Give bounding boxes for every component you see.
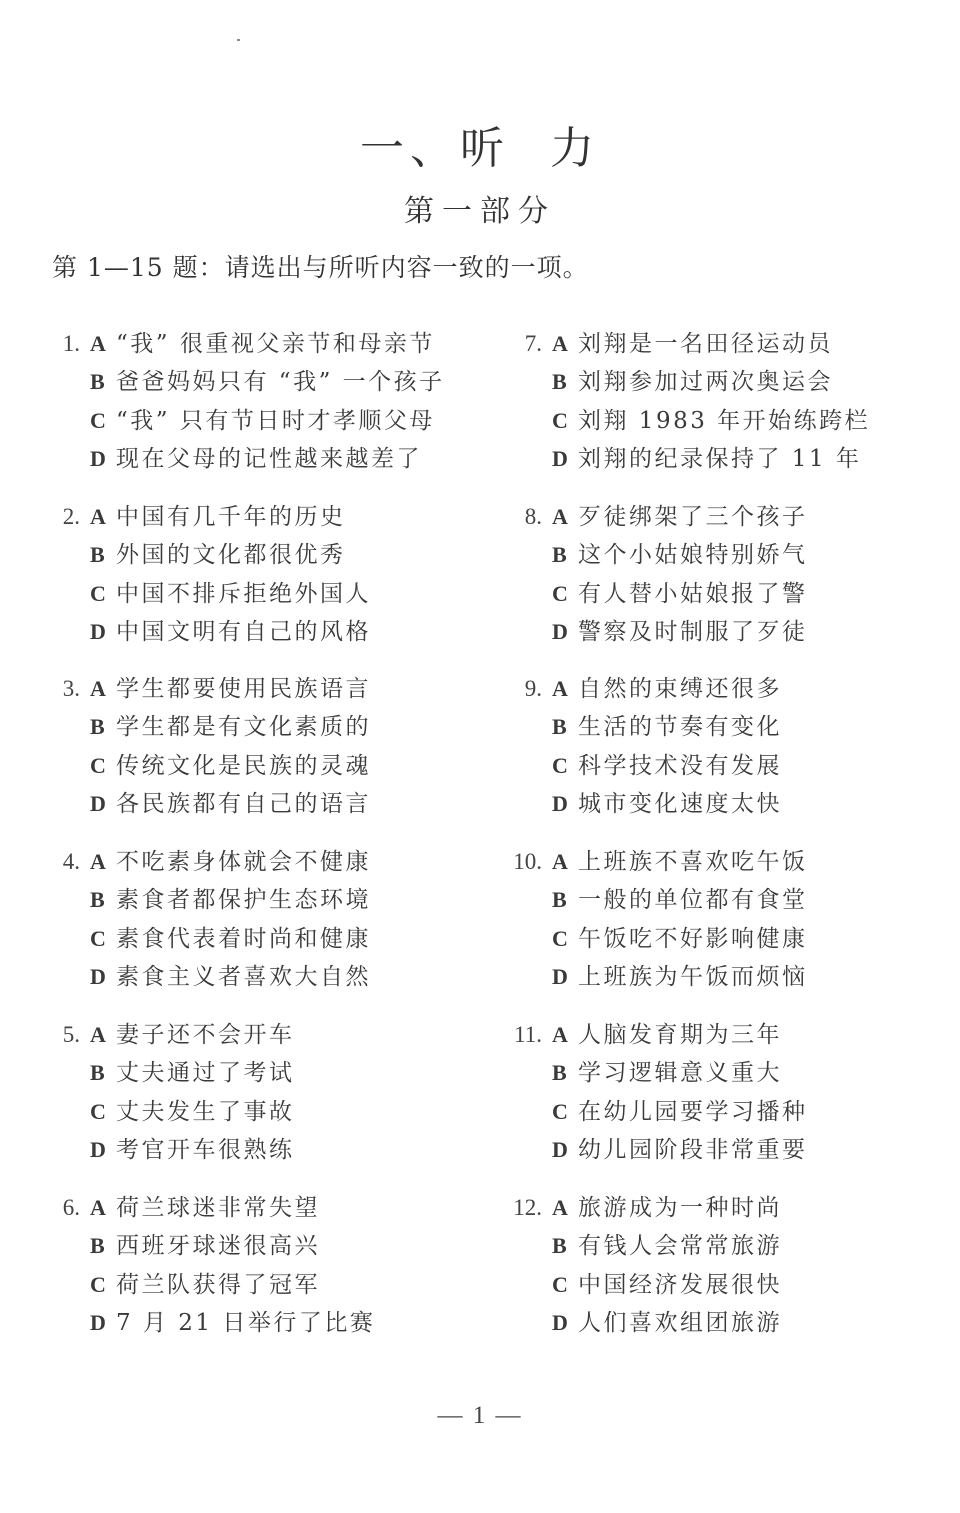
option-letter: D (552, 791, 568, 817)
option-row (502, 1189, 932, 1227)
option-letter: B (552, 1060, 567, 1086)
option-letter: D (552, 1137, 568, 1163)
option-text: 学生都要使用民族语言 (116, 676, 371, 702)
page-number: — 1 — (437, 1402, 523, 1429)
option-text: 人们喜欢组团旅游 (578, 1310, 782, 1337)
option-text: 不吃素身体就会不健康 (116, 849, 371, 875)
option-row (502, 325, 932, 363)
option-row (502, 1304, 932, 1342)
option-text: “我” 很重视父亲节和母亲节 (116, 331, 435, 357)
question-8 (502, 498, 932, 652)
question-number: 10. (513, 849, 542, 874)
option-text: 考官开车很熟练 (116, 1137, 295, 1164)
question-1 (52, 325, 482, 479)
option-letter: B (90, 887, 105, 913)
option-text: 歹徒绑架了三个孩子 (578, 504, 808, 530)
option-row (502, 575, 932, 613)
option-row (502, 670, 932, 708)
option-row (52, 785, 482, 823)
option-letter: C (90, 580, 106, 606)
option-text: 在幼儿园要学习播种 (578, 1098, 808, 1125)
option-letter: A (552, 1195, 568, 1220)
option-letter: C (90, 1098, 106, 1124)
option-text: 刘翔参加过两次奥运会 (578, 369, 833, 396)
option-text: 一般的单位都有食堂 (578, 887, 808, 914)
option-letter: D (552, 964, 568, 990)
option-letter: D (552, 619, 568, 645)
option-text: 警察及时制服了歹徒 (578, 619, 808, 646)
option-row (52, 881, 482, 919)
option-text: 有钱人会常常旅游 (578, 1233, 782, 1260)
option-row (502, 440, 932, 478)
option-letter: B (90, 1233, 105, 1259)
question-12 (502, 1189, 932, 1343)
option-letter: D (90, 1310, 106, 1336)
option-letter: A (90, 331, 106, 356)
question-number: 3. (62, 676, 80, 701)
option-row (52, 1189, 482, 1227)
option-row (502, 536, 932, 574)
question-number: 8. (524, 504, 542, 529)
question-number: 4. (62, 849, 80, 874)
option-text: 旅游成为一种时尚 (578, 1195, 782, 1221)
section-title-text-2: 力 (550, 123, 600, 174)
option-row (502, 1266, 932, 1304)
option-row (502, 843, 932, 881)
question-2 (52, 498, 482, 652)
option-row (502, 1131, 932, 1169)
option-letter: B (552, 369, 567, 395)
option-letter: B (90, 714, 105, 740)
option-letter: C (552, 580, 568, 606)
option-letter: D (552, 446, 568, 472)
question-number: 6. (62, 1195, 80, 1220)
option-text: 7 月 21 日举行了比赛 (116, 1310, 376, 1337)
option-letter: A (90, 1022, 106, 1047)
option-row (502, 402, 932, 440)
option-row (502, 1093, 932, 1131)
part-title: 第一部分 (404, 194, 556, 229)
option-letter: B (552, 1233, 567, 1259)
question-9 (502, 670, 932, 824)
option-text: “我” 只有节日时才孝顺父母 (116, 407, 435, 434)
option-text: 外国的文化都很优秀 (116, 542, 346, 569)
option-row (52, 402, 482, 440)
option-text: 科学技术没有发展 (578, 752, 782, 779)
option-row (502, 1054, 932, 1092)
option-letter: C (552, 1271, 568, 1297)
option-letter: C (552, 407, 568, 433)
option-text: 城市变化速度太快 (578, 791, 782, 818)
option-letter: A (90, 504, 106, 529)
option-letter: A (552, 1022, 568, 1047)
option-text: 中国文明有自己的风格 (116, 619, 371, 646)
option-letter: A (552, 849, 568, 874)
option-letter: B (552, 714, 567, 740)
option-letter: A (90, 676, 106, 701)
option-letter: C (90, 1271, 106, 1297)
option-row (52, 613, 482, 651)
option-letter: A (552, 504, 568, 529)
option-letter: D (90, 1137, 106, 1163)
option-row (52, 1266, 482, 1304)
option-letter: D (552, 1310, 568, 1336)
option-row (502, 708, 932, 746)
question-11 (502, 1016, 932, 1170)
option-letter: B (90, 1060, 105, 1086)
option-row (52, 747, 482, 785)
option-row (52, 1054, 482, 1092)
option-text: 丈夫发生了事故 (116, 1098, 295, 1125)
question-number: 1. (62, 331, 80, 356)
option-letter: D (90, 446, 106, 472)
option-text: 刘翔 1983 年开始练跨栏 (578, 407, 871, 434)
option-letter: C (90, 925, 106, 951)
scan-speck (237, 39, 240, 41)
option-text: 中国经济发展很快 (578, 1271, 782, 1298)
option-row (52, 363, 482, 401)
option-text: 幼儿园阶段非常重要 (578, 1137, 808, 1164)
option-row (502, 785, 932, 823)
option-letter: B (552, 542, 567, 568)
option-row (502, 363, 932, 401)
option-letter: D (90, 791, 106, 817)
option-row (52, 498, 482, 536)
option-text: 素食主义者喜欢大自然 (116, 964, 371, 991)
option-letter: C (552, 925, 568, 951)
option-text: 这个小姑娘特别娇气 (578, 542, 808, 569)
option-row (502, 920, 932, 958)
option-text: 自然的束缚还很多 (578, 676, 782, 702)
option-row (52, 440, 482, 478)
option-row (502, 747, 932, 785)
option-letter: A (90, 849, 106, 874)
option-row (52, 1093, 482, 1131)
option-letter: D (90, 619, 106, 645)
option-letter: A (552, 331, 568, 356)
option-letter: B (90, 542, 105, 568)
option-text: 荷兰球迷非常失望 (116, 1195, 320, 1221)
option-letter: A (90, 1195, 106, 1220)
option-text: 有人替小姑娘报了警 (578, 580, 808, 607)
option-text: 刘翔是一名田径运动员 (578, 331, 833, 357)
option-row (52, 708, 482, 746)
option-letter: A (552, 676, 568, 701)
option-letter: C (90, 752, 106, 778)
option-text: 中国不排斥拒绝外国人 (116, 580, 371, 607)
option-text: 人脑发育期为三年 (578, 1022, 782, 1048)
option-text: 丈夫通过了考试 (116, 1060, 295, 1087)
option-text: 上班族为午饭而烦恼 (578, 964, 808, 991)
option-text: 刘翔的纪录保持了 11 年 (578, 446, 862, 473)
option-row (52, 670, 482, 708)
option-letter: D (90, 964, 106, 990)
instructions: 第 1—15 题：请选出与所听内容一致的一项。 (52, 253, 589, 282)
question-number: 2. (62, 504, 80, 529)
option-text: 上班族不喜欢吃午饭 (578, 849, 808, 875)
option-letter: C (90, 407, 106, 433)
option-row (52, 325, 482, 363)
option-text: 素食者都保护生态环境 (116, 887, 371, 914)
option-row (52, 536, 482, 574)
option-text: 学习逻辑意义重大 (578, 1060, 782, 1087)
option-text: 午饭吃不好影响健康 (578, 925, 808, 952)
option-row (52, 958, 482, 996)
option-row (502, 1227, 932, 1265)
question-number: 5. (62, 1022, 80, 1047)
question-3 (52, 670, 482, 824)
option-row (52, 1131, 482, 1169)
option-row (502, 613, 932, 651)
option-row (502, 881, 932, 919)
option-row (502, 958, 932, 996)
option-text: 素食代表着时尚和健康 (116, 925, 371, 952)
question-number: 11. (514, 1022, 542, 1047)
question-5 (52, 1016, 482, 1170)
option-letter: B (90, 369, 105, 395)
option-text: 妻子还不会开车 (116, 1022, 295, 1048)
question-number: 9. (524, 676, 542, 701)
option-text: 现在父母的记性越来越差了 (116, 446, 422, 473)
question-4 (52, 843, 482, 997)
option-text: 各民族都有自己的语言 (116, 791, 371, 818)
option-text: 生活的节奏有变化 (578, 714, 782, 741)
option-text: 荷兰队获得了冠军 (116, 1271, 320, 1298)
option-text: 爸爸妈妈只有 “我” 一个孩子 (116, 369, 445, 396)
question-10 (502, 843, 932, 997)
option-row (52, 1304, 482, 1342)
option-text: 西班牙球迷很高兴 (116, 1233, 320, 1260)
option-row (52, 1227, 482, 1265)
question-number: 12. (513, 1195, 542, 1220)
option-row (52, 843, 482, 881)
option-letter: C (552, 752, 568, 778)
question-number: 7. (524, 331, 542, 356)
option-row (502, 1016, 932, 1054)
option-letter: B (552, 887, 567, 913)
question-7 (502, 325, 932, 479)
option-row (52, 575, 482, 613)
question-6 (52, 1189, 482, 1343)
option-text: 中国有几千年的历史 (116, 504, 346, 530)
option-letter: C (552, 1098, 568, 1124)
section-title (0, 112, 960, 176)
option-row (52, 920, 482, 958)
section-title-text-1: 一、听 (360, 123, 510, 174)
option-text: 传统文化是民族的灵魂 (116, 752, 371, 779)
option-text: 学生都是有文化素质的 (116, 714, 371, 741)
option-row (502, 498, 932, 536)
option-row (52, 1016, 482, 1054)
